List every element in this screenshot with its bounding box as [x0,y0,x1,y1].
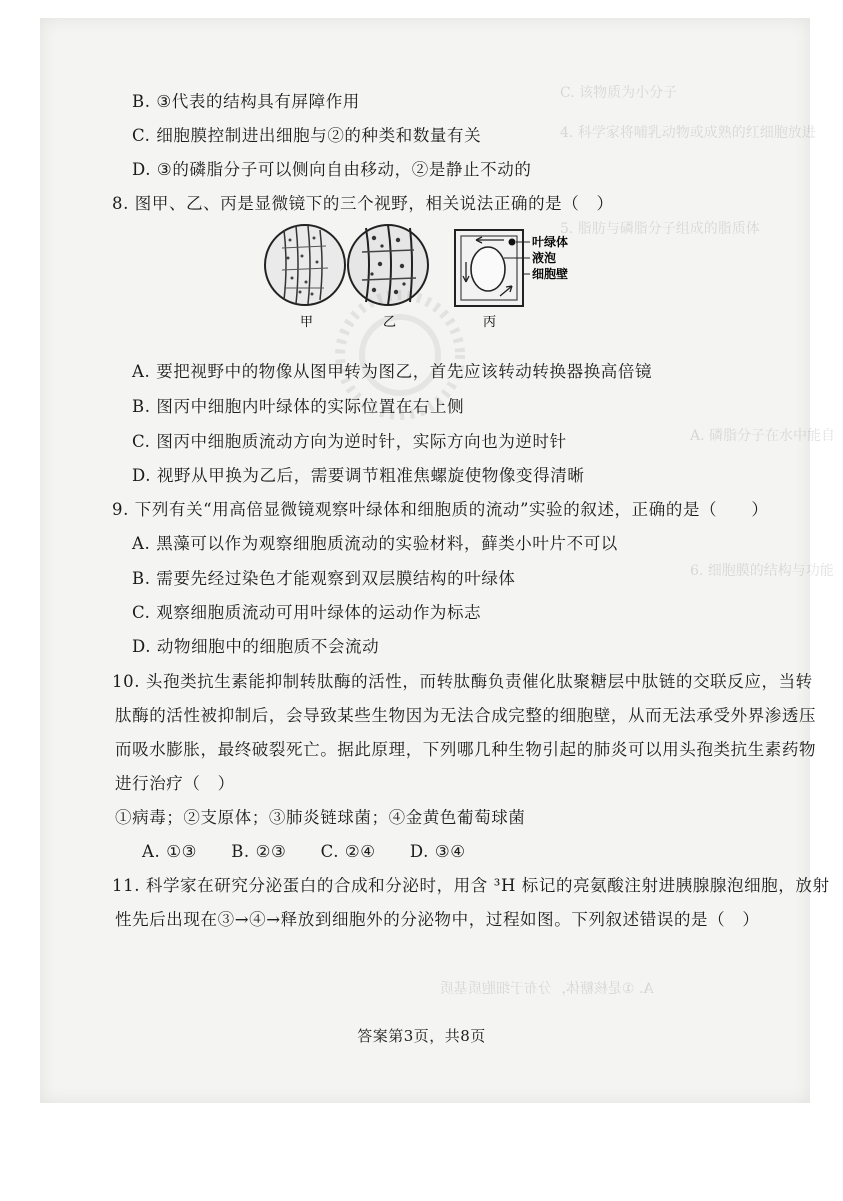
q10-stem-line-3: 而吸水膨胀，最终破裂死亡。据此原理，下列哪几种生物引起的肺炎可以用头孢类抗生素药物 [115,740,817,759]
label-cell-wall: 细胞壁 [532,267,569,281]
q11-stem-line-1: 11. 科学家在研究分泌蛋白的合成和分泌时，用含 ³H 标记的亮氨酸注射进胰腺腺泡细胞，放射 [112,876,830,895]
bleed-through-text: 4. 科学家将哺乳动物或成熟的红细胞放进 [560,125,816,141]
caption-bing: 丙 [483,315,497,330]
q8-stem: 8. 图甲、乙、丙是显微镜下的三个视野，相关说法正确的是（ ） [112,194,614,213]
bleed-through-text: 6. 细胞膜的结构与功能 [690,563,834,579]
caption-yi: 乙 [383,315,397,330]
q9-option-c: C. 观察细胞质流动可用叶绿体的运动作为标志 [132,603,482,622]
q9-stem: 9. 下列有关“用高倍显微镜观察叶绿体和细胞质的流动”实验的叙述，正确的是（ ） [112,500,769,519]
label-chloroplast: 叶绿体 [532,235,569,249]
q10-stem-line-1: 10. 头孢类抗生素能抑制转肽酶的活性，而转肽酶负责催化肽聚糖层中肽链的交联反应，当转 [112,672,813,691]
q10-choices: A. ①③ B. ②③ C. ②④ D. ③④ [142,842,466,861]
q9-option-b: B. 需要先经过染色才能观察到双层膜结构的叶绿体 [132,569,516,588]
page-footer: 答案第3页，共8页 [357,1027,486,1045]
bleed-through-text: A. 磷脂分子在水中能自 [690,428,836,444]
q10-stem-line-4: 进行治疗（ ） [115,774,235,793]
q8-option-b: B. 图丙中细胞内叶绿体的实际位置在右上侧 [132,397,465,416]
bleed-through-text: 5. 脂肪与磷脂分子组成的脂质体 [560,221,760,237]
q8-option-d: D. 视野从甲换为乙后，需要调节粗准焦螺旋使物像变得清晰 [132,466,585,485]
label-vacuole: 液泡 [532,251,557,265]
q7-option-b: B. ③代表的结构具有屏障作用 [132,92,360,111]
q8-option-a: A. 要把视野中的物像从图甲转为图乙，首先应该转动转换器换高倍镜 [132,362,653,381]
caption-jia: 甲 [300,315,314,330]
q8-option-c: C. 图丙中细胞质流动方向为逆时针，实际方向也为逆时针 [132,432,567,451]
q7-option-c: C. 细胞膜控制进出细胞与②的种类和数量有关 [132,126,482,145]
q7-option-d: D. ③的磷脂分子可以侧向自由移动，②是静止不动的 [132,160,532,179]
q10-stem-line-2: 肽酶的活性被抑制后，会导致某些生物因为无法合成完整的细胞壁，从而无法承受外界渗透压 [115,706,817,725]
q9-option-a: A. 黑藻可以作为观察细胞质流动的实验材料，藓类小叶片不可以 [132,534,618,553]
bleed-through-text: C. 该物质为小分子 [560,85,678,101]
q11-stem-line-2: 性先后出现在③→④→释放到细胞外的分泌物中，过程如图。下列叙述错误的是（ ） [115,910,760,929]
q10-items: ①病毒；②支原体；③肺炎链球菌；④金黄色葡萄球菌 [115,808,526,827]
bleed-through-text: A. ①是核糖体，分布于细胞质基质 [440,981,654,997]
q9-option-d: D. 动物细胞中的细胞质不会流动 [132,637,380,656]
